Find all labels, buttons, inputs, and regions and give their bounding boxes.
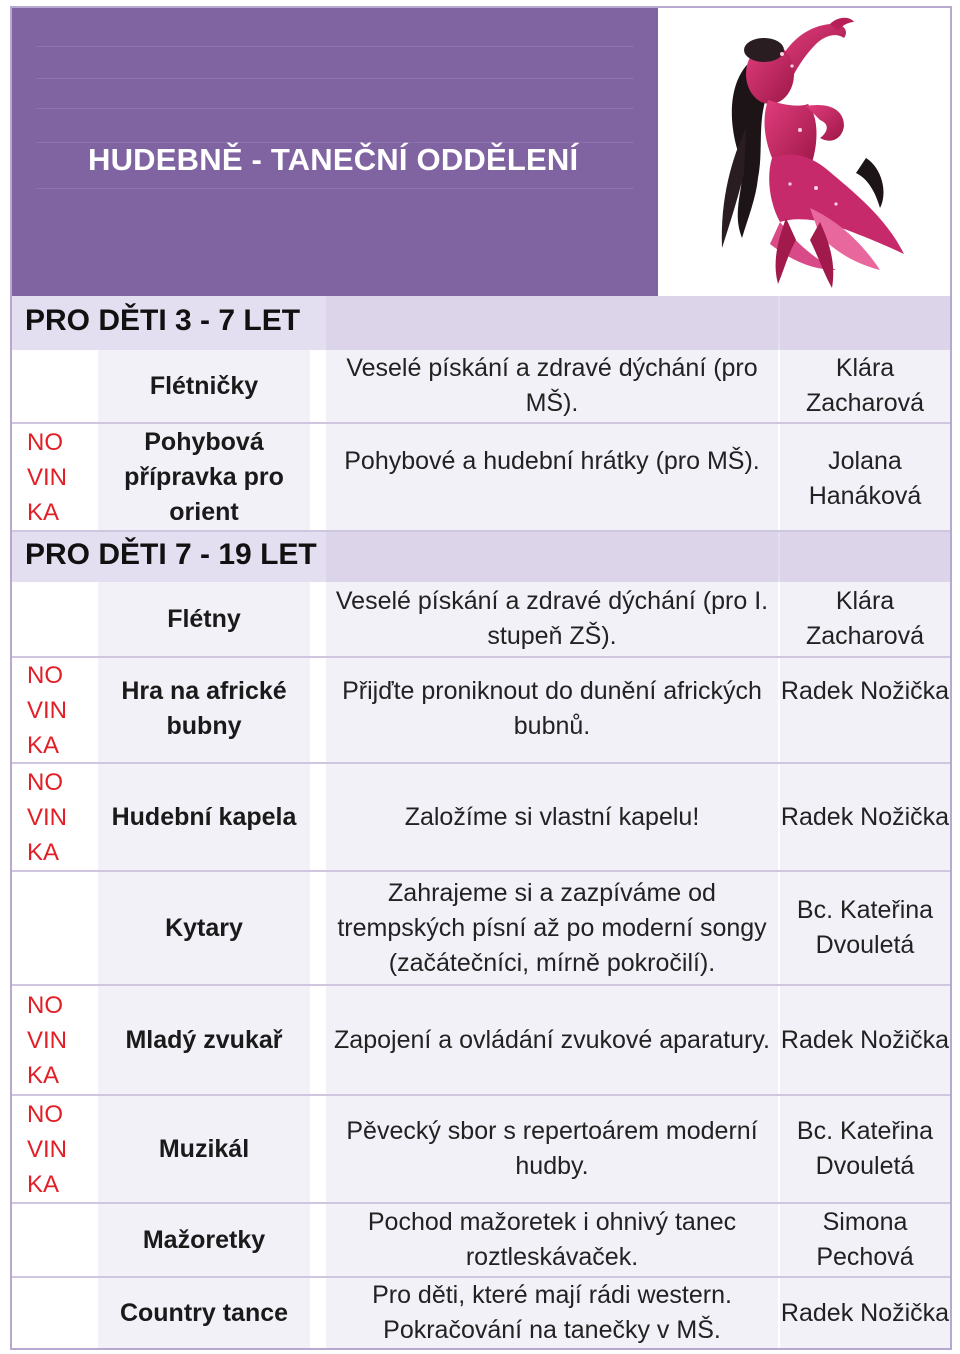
teacher-name: Simona Pechová <box>780 1204 950 1276</box>
teacher-name: Bc. Kateřina Dvouletá <box>780 872 950 984</box>
teacher-name: Klára Zacharová <box>780 350 950 422</box>
page-title: HUDEBNĚ - TANEČNÍ ODDĚLENÍ <box>88 142 579 177</box>
novinka-line: NO <box>27 428 63 456</box>
novinka-badge <box>12 1096 96 1202</box>
novinka-line: NO <box>27 991 63 1019</box>
course-description: Zahrajeme si a zazpíváme od trempských písní až po moderní songy (začátečníci, mírně pokročilí). <box>326 872 778 984</box>
banner-rule <box>36 78 634 79</box>
table-row <box>12 872 950 986</box>
course-name: Country tance <box>98 1278 310 1348</box>
course-description: Zapojení a ovládání zvukové aparatury. <box>326 986 778 1094</box>
teacher-name: Klára Zacharová <box>780 582 950 656</box>
novinka-cell <box>12 872 96 984</box>
teacher-name: Radek Nožička <box>780 764 950 870</box>
novinka-line: VIN <box>27 803 68 831</box>
novinka-line: KA <box>27 1061 60 1089</box>
novinka-line: NO <box>27 1100 63 1128</box>
banner-rule <box>36 108 634 109</box>
teacher-name: Radek Nožička <box>780 658 950 762</box>
novinka-cell <box>12 1278 96 1348</box>
dancer-illustration <box>660 8 950 296</box>
section-filler <box>780 532 950 582</box>
novinka-line: KA <box>27 731 60 759</box>
novinka-line: KA <box>27 838 60 866</box>
course-name: Hudební kapela <box>98 764 310 870</box>
teacher-name: Bc. Kateřina Dvouletá <box>780 1096 950 1202</box>
course-name: Flétničky <box>98 350 310 422</box>
novinka-badge <box>12 764 96 870</box>
section-filler <box>780 296 950 350</box>
course-description: Veselé pískání a zdravé dýchání (pro MŠ). <box>326 350 778 422</box>
course-name: Kytary <box>98 872 310 984</box>
banner-rule <box>36 188 634 189</box>
table-row <box>12 986 950 1096</box>
table-row <box>12 1204 950 1278</box>
course-description: Pohybové a hudební hrátky (pro MŠ). <box>326 424 778 530</box>
novinka-line: NO <box>27 661 63 689</box>
novinka-line: VIN <box>27 1135 68 1163</box>
novinka-line: KA <box>27 498 60 526</box>
table-row <box>12 658 950 764</box>
table-row <box>12 424 950 532</box>
novinka-line: NO <box>27 768 63 796</box>
course-name: Pohybová přípravka pro orient <box>98 424 310 530</box>
novinka-badge <box>12 424 96 530</box>
course-description: Pochod mažoretek i ohnivý tanec roztleskávaček. <box>326 1204 778 1276</box>
section-title: PRO DĚTI 7 - 19 LET <box>25 538 317 571</box>
teacher-name: Radek Nožička <box>780 1278 950 1348</box>
course-name: Mažoretky <box>98 1204 310 1276</box>
course-name: Hra na africké bubny <box>98 658 310 762</box>
section-header <box>12 532 950 582</box>
course-description: Založíme si vlastní kapelu! <box>326 764 778 870</box>
teacher-name: Radek Nožička <box>780 986 950 1094</box>
course-name: Muzikál <box>98 1096 310 1202</box>
novinka-line: VIN <box>27 696 68 724</box>
section-filler <box>326 296 778 350</box>
course-description: Pěvecký sbor s repertoárem moderní hudby. <box>326 1096 778 1202</box>
novinka-cell <box>12 582 96 656</box>
table-row <box>12 1096 950 1204</box>
novinka-line: KA <box>27 1170 60 1198</box>
section-title: PRO DĚTI 3 - 7 LET <box>25 304 301 337</box>
novinka-line: VIN <box>27 1026 68 1054</box>
teacher-name: Jolana Hanáková <box>780 424 950 530</box>
section-header <box>12 296 950 350</box>
table-row <box>12 582 950 658</box>
novinka-badge <box>12 986 96 1094</box>
dancer-figure-icon <box>660 8 950 296</box>
section-filler <box>326 532 778 582</box>
novinka-cell <box>12 350 96 422</box>
banner-rule <box>36 46 634 47</box>
table-row <box>12 350 950 424</box>
course-description: Pro děti, které mají rádi western. Pokračování na tanečky v MŠ. <box>326 1278 778 1348</box>
novinka-badge <box>12 658 96 762</box>
table-row <box>12 764 950 872</box>
course-name: Flétny <box>98 582 310 656</box>
course-description: Přijďte proniknout do dunění afrických bubnů. <box>326 658 778 762</box>
table-row <box>12 1278 950 1348</box>
novinka-line: VIN <box>27 463 68 491</box>
course-description: Veselé pískání a zdravé dýchání (pro I. stupeň ZŠ). <box>326 582 778 656</box>
novinka-cell <box>12 1204 96 1276</box>
course-name: Mladý zvukař <box>98 986 310 1094</box>
